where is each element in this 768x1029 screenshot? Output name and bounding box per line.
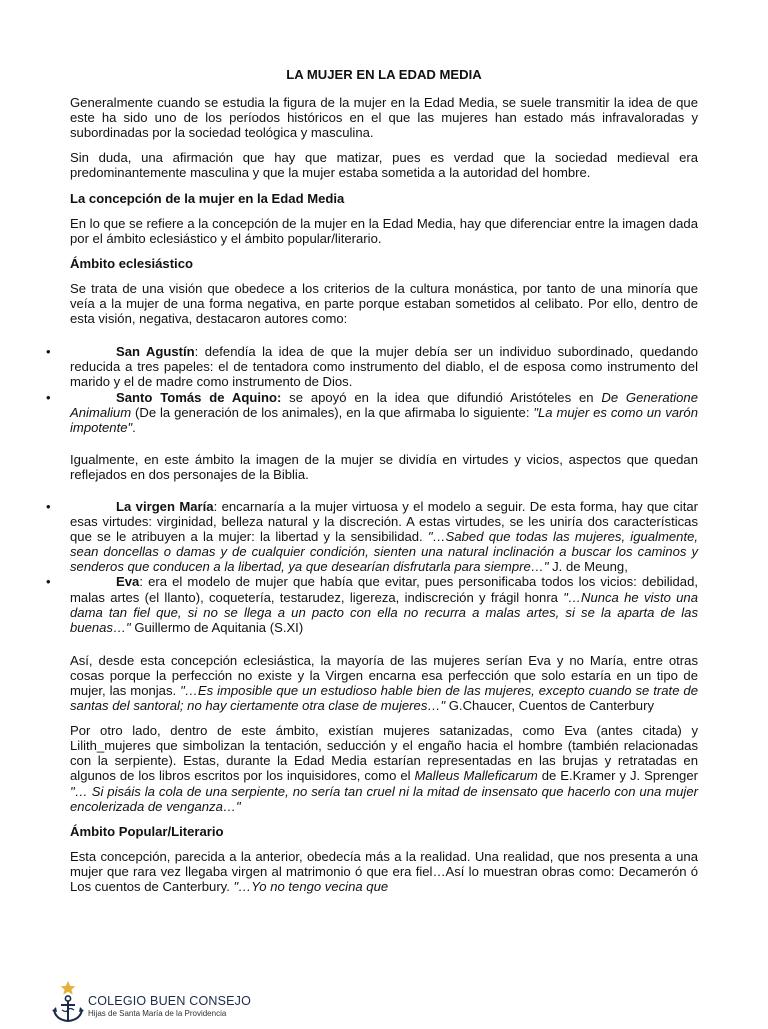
authors-list [46, 344, 698, 435]
paragraph-popular [70, 849, 698, 894]
paragraph-text: Esta concepción, parecida a la anterior, obedecía más a la realidad. Una realidad, que nos presenta a una mujer que rara vez llegaba virgen al matrimonio ó que era fiel…Así lo muestran obras como: Decamerón ó Los cuentos de Canterbury. [70, 848, 698, 895]
footer-logo [48, 980, 348, 1024]
section-heading-popular: Ámbito Popular/Literario [70, 823, 224, 839]
list-item-text: : defendía la idea de que la mujer debía ser un individuo subordinado, quedando reducida a tres papeles: el de tentadora como instrumento del diablo, el de esposa como instrumento del marido y el de madre como instrumento de Dios. [70, 344, 698, 390]
quote: "…Sabed que todas las mujeres, igualmente, sean doncellas o damas y de cualquier condición, sienten una natural inclinación a buscar los caminos y senderos que conducen a la libertad, ya que desearían disfrutarla para siempre…" [70, 529, 698, 575]
paragraph-text: Así, desde esta concepción eclesiástica, la mayoría de las mujeres serían Eva y no María, entre otras cosas porque la perfección no existe y la Virgen encarna esa perfección que solo estaría en un tipo de mujer, las monjas. [70, 652, 698, 698]
paragraph-ecclesiastic: Se trata de una visión que obedece a los criterios de la cultura monástica, por tanto de una minoría que veía a la mujer de una forma negativa, en parte porque estaban sometidos al celibato. Por ello, dentro de esta visión, negativa, destacaron autores como: [70, 280, 698, 327]
list-item-text: se apoyó en la idea que difundió Aristóteles en [281, 389, 602, 405]
bullet-icon: • [46, 344, 51, 360]
list-item-virgen-maria [46, 498, 698, 575]
author-name: San Agustín [116, 344, 195, 360]
paragraph-text: Por otro lado, dentro de este ámbito, existían mujeres satanizadas, como Eva (antes citada) y Lilith_mujeres que simbolizan la tentación, seducción y el engaño hacia el hombre (también relacionadas con la serpiente). Estas, durante la Edad Media estarían representadas en las brujas y retratadas en algunos de los libros escritos por los inquisidores, como el [70, 723, 698, 784]
list-item-text: : encarnaría a la mujer virtuosa y el modelo a seguir. De esta forma, hay que citar esas virtudes: virginidad, belleza natural y la discreción. A estas virtudes, se les uniría dos características que se le atribuyen a la mujer: la libertad y la sensibilidad. [70, 498, 698, 545]
list-item-text: : era el modelo de mujer que había que evitar, pues personificaba todos los vicios: debilidad, malas artes (el llanto), coquetería, testarudez, ligereza, indiscreción y frágil honra [70, 574, 698, 605]
list-item-text: . [132, 419, 136, 435]
document-title: LA MUJER EN LA EDAD MEDIA [286, 67, 482, 82]
paragraph-virtues-vices: Igualmente, en este ámbito la imagen de la mujer se dividía en virtudes y vicios, aspectos que quedan reflejados en dos personajes de la Biblia. [70, 451, 698, 482]
document-body [46, 67, 698, 904]
biblical-figures-list [46, 498, 698, 635]
book-title: De Generatione Animalium [70, 389, 698, 420]
figure-name: Eva [116, 574, 140, 590]
book-title: Malleus Malleficarum [414, 768, 538, 784]
paragraph-satanized-women [70, 723, 698, 814]
quote: "La mujer es como un varón impotente" [70, 404, 698, 435]
quote: "… Si pisáis la cola de una serpiente, no sería tan cruel ni la mitad de insensato que hacerlo con una mujer encolerizada de venganza…" [70, 783, 698, 814]
bullet-icon: • [46, 498, 51, 514]
paragraph-nuance: Sin duda, una afirmación que hay que matizar, pues es verdad que la sociedad medieval era predominantemente masculina y que la mujer estaba sometida a la autoridad del hombre. [70, 150, 698, 181]
paragraph-intro: Generalmente cuando se estudia la figura de la mujer en la Edad Media, se suele transmitir la idea de que este ha sido uno de los períodos históricos en el que las mujeres han estado más infravaloradas y subordinadas por la sociedad teológica y masculina. [70, 95, 698, 141]
figure-name: La virgen María [116, 498, 214, 514]
quote: "…Yo no tengo vecina que [233, 879, 389, 895]
paragraph-text: de E.Kramer y J. Sprenger [537, 768, 698, 784]
section-heading-ecclesiastic: Ámbito eclesiástico [70, 255, 193, 271]
quote: "…Es imposible que un estudioso hable bien de las mujeres, excepto cuando se trate de santas del santoral; no hay ciertamente otra clase de mujeres…" [70, 683, 698, 714]
paragraph-conception: En lo que se refiere a la concepción de la mujer en la Edad Media, hay que diferenciar entre la imagen dada por el ámbito eclesiástico y el ámbito popular/literario. [70, 215, 698, 246]
paragraph-text: G.Chaucer, Cuentos de Canterbury [445, 698, 654, 714]
list-item-text: (De la generación de los animales), en la que afirmaba lo siguiente: [131, 404, 534, 420]
section-heading-conception: La concepción de la mujer en la Edad Media [70, 190, 345, 206]
bullet-icon: • [46, 574, 51, 590]
school-subtitle: Hijas de Santa María de la Providencia [88, 1009, 227, 1018]
list-item-text: Guillermo de Aquitania (S.XI) [130, 619, 304, 635]
logo-text [88, 994, 251, 1018]
list-item-santo-tomas [46, 389, 698, 435]
bullet-icon: • [46, 389, 51, 405]
school-name: COLEGIO BUEN CONSEJO [88, 994, 252, 1008]
author-name: Santo Tomás de Aquino: [116, 389, 282, 405]
list-item-san-agustin [46, 344, 698, 390]
paragraph-eva-maria [70, 653, 698, 713]
list-item-text: J. de Meung, [548, 559, 628, 575]
quote: "…Nunca he visto una dama tan fiel que, si no se llega a un pacto con ella no recurra a malas artes, si se la aparta de las buenas…" [70, 589, 698, 635]
anchor-star-icon [48, 980, 88, 1024]
list-item-eva [46, 574, 698, 635]
